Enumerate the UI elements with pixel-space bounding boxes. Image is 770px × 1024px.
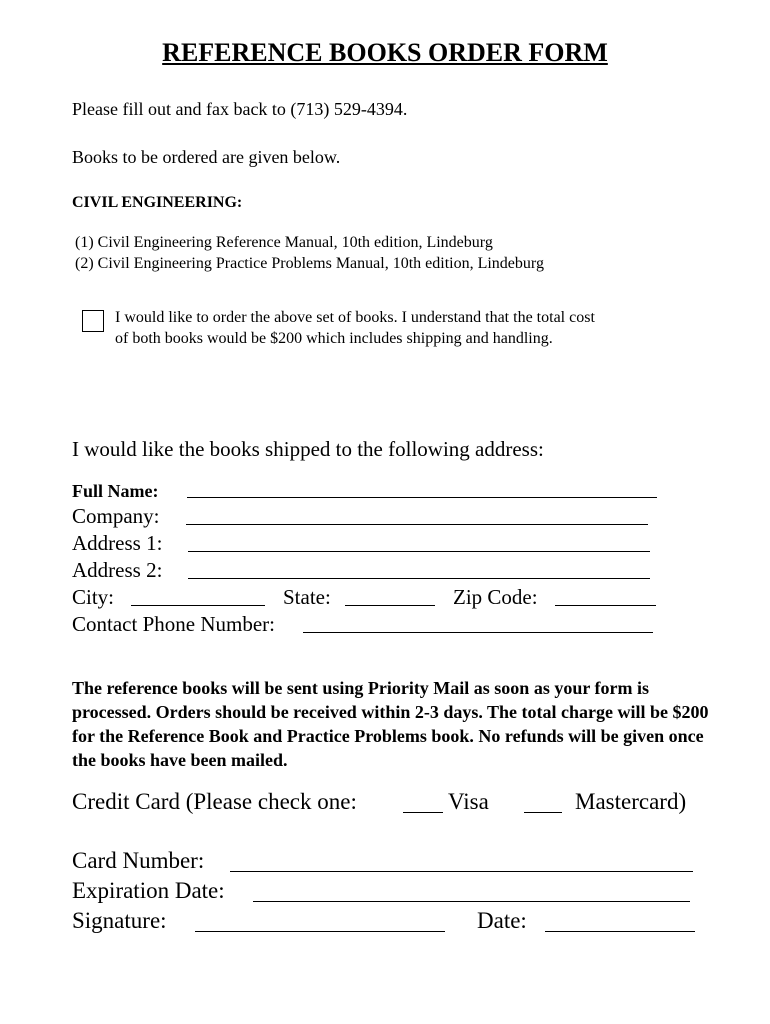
date-label: Date: bbox=[477, 908, 527, 933]
mastercard-label: Mastercard) bbox=[575, 789, 687, 814]
section-heading: CIVIL ENGINEERING: bbox=[72, 194, 243, 211]
company-label: Company: bbox=[72, 504, 160, 528]
book-item-1: (1) Civil Engineering Reference Manual, 10th edition, Lindeburg bbox=[75, 234, 493, 251]
full-name-label: Full Name: bbox=[72, 481, 159, 501]
page-title: REFERENCE BOOKS ORDER FORM bbox=[162, 38, 608, 67]
signature-label: Signature: bbox=[72, 908, 167, 933]
card-number-label: Card Number: bbox=[72, 848, 205, 873]
date-field[interactable] bbox=[545, 931, 695, 932]
expiration-date-label: Expiration Date: bbox=[72, 878, 225, 903]
book-item-2: (2) Civil Engineering Practice Problems Manual, 10th edition, Lindeburg bbox=[75, 255, 544, 272]
visa-label: Visa bbox=[448, 789, 489, 814]
books-intro: Books to be ordered are given below. bbox=[72, 147, 341, 167]
zip-field[interactable] bbox=[555, 605, 656, 606]
address2-field[interactable] bbox=[188, 578, 650, 579]
address1-field[interactable] bbox=[188, 551, 650, 552]
city-field[interactable] bbox=[131, 605, 265, 606]
address2-label: Address 2: bbox=[72, 558, 163, 582]
state-field[interactable] bbox=[345, 605, 435, 606]
expiration-date-field[interactable] bbox=[253, 901, 690, 902]
shipping-heading: I would like the books shipped to the following address: bbox=[72, 437, 544, 461]
order-checkbox-label: I would like to order the above set of books. I understand that the total cost of both books would be $200 which includes shipping and handling. bbox=[115, 309, 595, 347]
address1-label: Address 1: bbox=[72, 531, 163, 555]
fax-instruction: Please fill out and fax back to (713) 529-4394. bbox=[72, 99, 408, 119]
phone-label: Contact Phone Number: bbox=[72, 612, 275, 636]
city-label: City: bbox=[72, 585, 115, 609]
full-name-field[interactable] bbox=[187, 497, 657, 498]
state-label: State: bbox=[283, 585, 331, 609]
order-checkbox[interactable] bbox=[82, 310, 104, 332]
company-field[interactable] bbox=[186, 524, 648, 525]
phone-field[interactable] bbox=[303, 632, 653, 633]
zip-label: Zip Code: bbox=[453, 585, 538, 609]
visa-check-blank[interactable] bbox=[403, 812, 443, 813]
card-number-field[interactable] bbox=[230, 871, 693, 872]
mastercard-check-blank[interactable] bbox=[524, 812, 562, 813]
signature-field[interactable] bbox=[195, 931, 445, 932]
credit-card-label: Credit Card (Please check one: bbox=[72, 789, 357, 814]
shipping-notice: The reference books will be sent using Priority Mail as soon as your form is processed. Orders should be received within 2-3 days. The total charge will be $200 for the Reference Book and Practice Problems book. No refunds will be given once the books have been mailed. bbox=[72, 678, 709, 770]
